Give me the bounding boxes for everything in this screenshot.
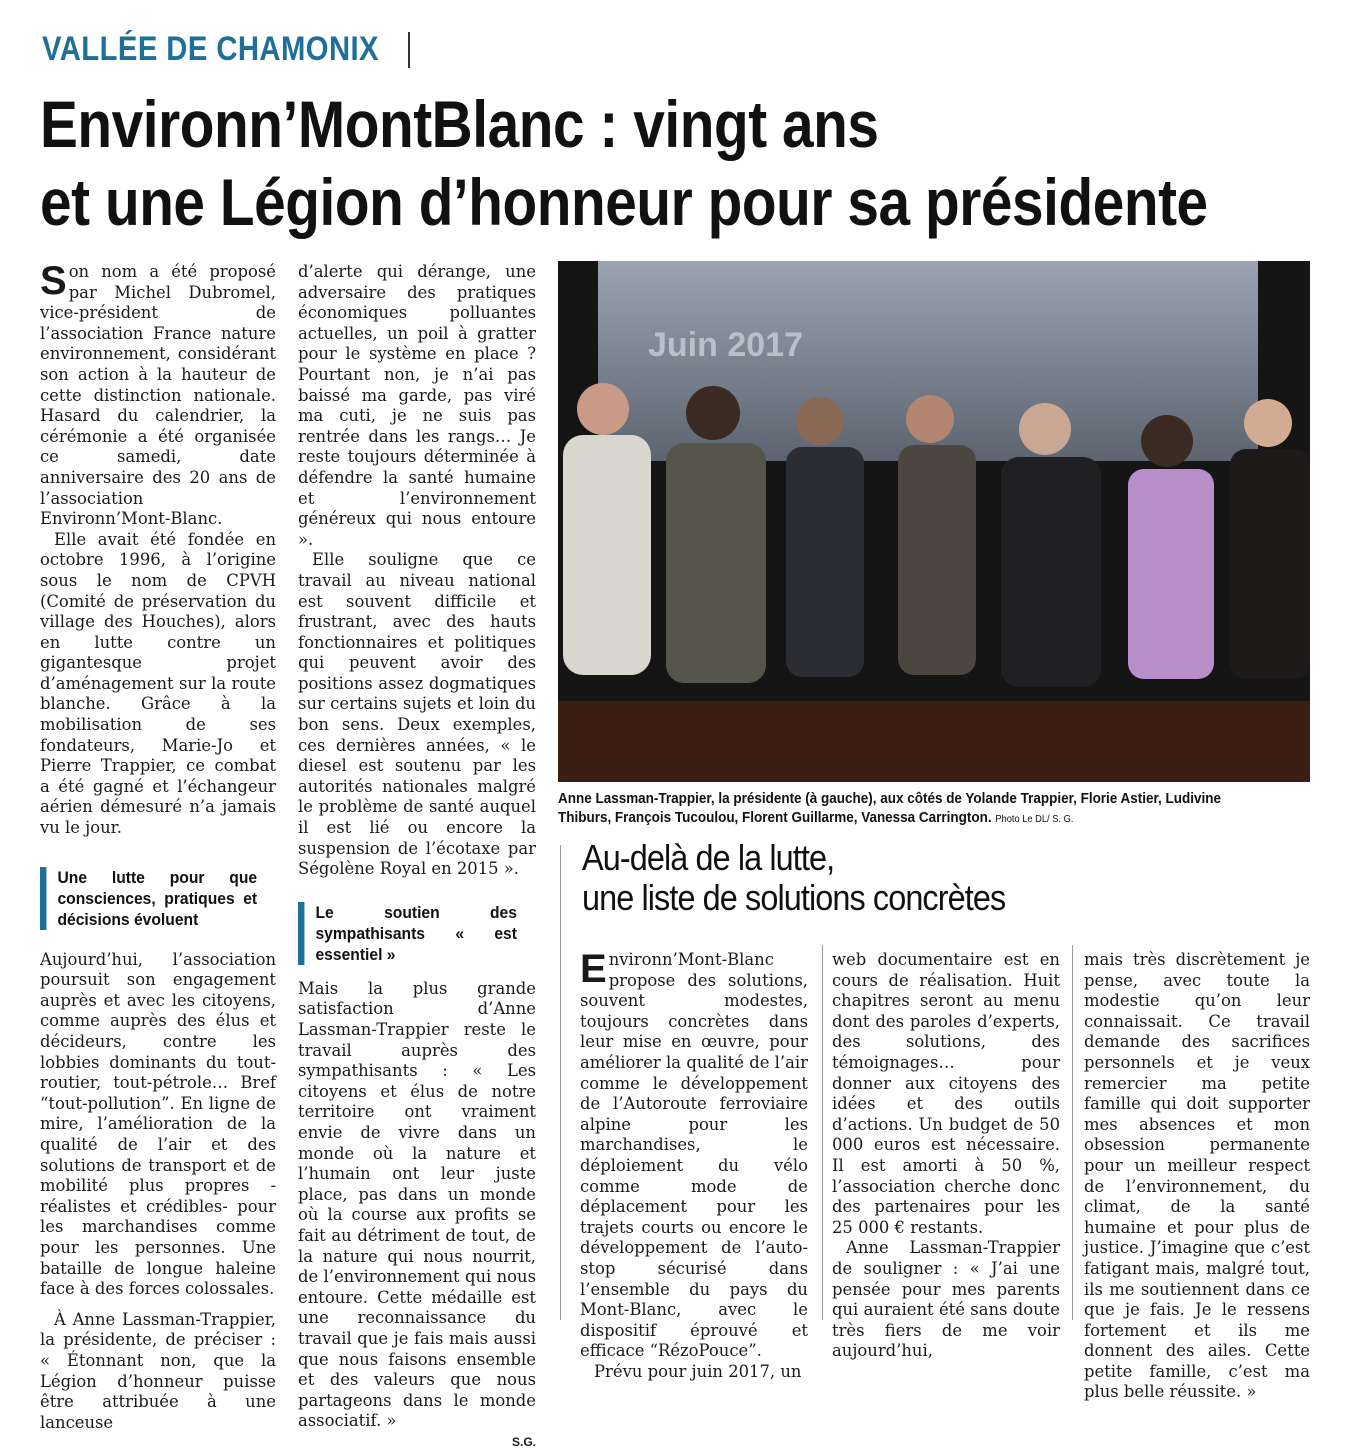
box-rule-left bbox=[560, 845, 561, 1320]
box-col2-text-b: Anne Lassman-Trappier de souligner : « J’ai une pensée pour mes parents qui auraient été sans doute très fiers de me voir aujourd’hui, bbox=[832, 1238, 1060, 1361]
box-col1-text: nvironn’Mont-Blanc propose des solutions, souvent modestes, toujours concrètes dans leur mise en œuvre, pour améliorer la qualité de l’air comme le développement de l’Autoroute ferroviaire alpine pour les marchandises, le déploiement du vélo comme mode de déplacement pour les trajets courts ou encore le développement de l’auto-stop sécurisé dans l’ensemble du pays du Mont-Blanc, avec le dispositif éprouvé et efficace “RézoPouce”. bbox=[580, 950, 808, 1361]
event-photo bbox=[558, 261, 1310, 782]
col2-paragraph-1: d’alerte qui dérange, une adversaire des pratiques économiques polluantes actuelles, un poil à gratter pour le système en place ? Pourtant non, je n’ai pas baissé ma garde, pas viré ma cuti, je ne suis pas rentrée dans les rangs… Je reste toujours déterminée à défendre la santé humaine et l’environnement généreux qui nous entoure ». bbox=[298, 262, 536, 549]
box-column-1 bbox=[580, 947, 808, 1382]
col1-paragraph-3: Aujourd’hui, l’association poursuit son engagement auprès et avec les citoyens, comme auprès des élus et décideurs, contre les lobbies dominants du tout-routier, tout-pétrole… Bref “tout-pollution”. En ligne de mire, l’amélioration de la qualité de l’air et des solutions de transport et de mobilité plus propres -réalistes et crédibles- pour les marchandises comme pour les personnes. Une bataille de longue haleine face à des forces colossales. bbox=[40, 949, 276, 1299]
photo-credit: Photo Le DL/ S. G. bbox=[995, 814, 1074, 825]
col2-paragraph-2: Elle souligne que ce travail au niveau national est souvent difficile et frustrant, avec des hauts fonctionnaires et politiques qui peuvent avoir des positions assez dogmatiques sur certains sujets et loin du bon sens. Deux exemples, ces dernières années, « le diesel est soutenu par les autorités nationales malgré le problème de santé auquel il est lié ou encore la suspension de l’écotaxe par Ségolène Royal en 2015 ». bbox=[298, 550, 536, 879]
col1-paragraph-1: on nom a été proposé par Michel Dubromel, vice-président de l’association France nature environnement, considérant son action à la hauteur de cette distinction nationale. Hasard du calendrier, la cérémonie a été organisée ce samedi, date anniversaire des 20 ans de l’association Environn’Mont-Blanc. bbox=[40, 262, 276, 529]
box-column-2 bbox=[832, 950, 1060, 1362]
box-col2-text: web documentaire est en cours de réalisation. Huit chapitres seront au menu dont des paroles d’experts, des solutions, des témoignages… pour donner aux citoyens des idées et des outils d’actions. Un budget de 50 000 euros est nécessaire. Il est amorti à 50 %, l’association cherche donc des partenaires pour les 25 000 € restants. bbox=[832, 950, 1060, 1237]
box-title-line-1: Au-delà de la lutte, bbox=[582, 837, 835, 878]
box-dropcap: E bbox=[580, 947, 607, 991]
kicker-divider bbox=[408, 32, 410, 68]
screen-text: Juin 2017 bbox=[648, 326, 803, 364]
article-column-2 bbox=[298, 262, 536, 1452]
intertitle-2: Le soutien des sympathisants « est essentiel » bbox=[298, 902, 517, 965]
box-rule-3 bbox=[1072, 945, 1073, 1320]
box-title-line-2: une liste de solutions concrètes bbox=[582, 877, 1006, 918]
headline-line-2: et une Légion d’honneur pour sa présidente bbox=[40, 165, 1208, 239]
box-column-3 bbox=[1084, 950, 1310, 1403]
photo-caption bbox=[558, 790, 1228, 829]
headline-line-1: Environn’MontBlanc : vingt ans bbox=[40, 87, 879, 161]
photo-illustration bbox=[558, 261, 1310, 782]
box-title bbox=[582, 838, 1005, 918]
section-kicker: VALLÉE DE CHAMONIX bbox=[42, 30, 379, 68]
intertitle-1: Une lutte pour que consciences, pratiques et décisions évoluent bbox=[40, 867, 257, 930]
col1-paragraph-2: Elle avait été fondée en octobre 1996, à l’origine sous le nom de CPVH (Comité de préservation du village des Houches), alors en lutte contre un gigantesque projet d’aménagement sur la route blanche. Grâce à la mobilisation de ses fondateurs, Marie-Jo et Pierre Trappier, ce combat a été gagné et l’échangeur aérien démesuré n’a jamais vu le jour. bbox=[40, 529, 276, 838]
article-column-1 bbox=[40, 259, 276, 1433]
author-signature: S.G. bbox=[511, 1434, 536, 1449]
caption-text: Anne Lassman-Trappier, la présidente (à gauche), aux côtés de Yolande Trappier, Florie Astier, Ludivine Thiburs, François Tucoulou, Florent Guillarme, Vanessa Carrington. bbox=[558, 791, 1221, 826]
box-rule-2 bbox=[822, 945, 823, 1320]
box-col1-text-b: Prévu pour juin 2017, un bbox=[594, 1361, 802, 1381]
box-col3-text: mais très discrètement je pense, avec toute la modestie qu’on leur connaissait. Ce travail demande des sacrifices personnels et je veux remercier ma petite famille qui doit supporter mes absences et mon obsession permanente pour un meilleur respect de l’environnement, du climat, de la santé humaine et pour plus de justice. J’imagine que c’est fatigant mais, malgré tout, ils me soutiennent dans ce que je fais. Je le ressens fortement et ils me donnent des ailes. Cette petite famille, c’est ma plus belle réussite. » bbox=[1084, 950, 1310, 1402]
col1-paragraph-4: À Anne Lassman-Trappier, la présidente, de préciser : « Étonnant non, que la Légion d’honneur puisse être attribuée à une lanceuse bbox=[40, 1309, 276, 1432]
col2-paragraph-3: Mais la plus grande satisfaction d’Anne Lassman-Trappier reste le travail auprès des sympathisants : « Les citoyens et élus de notre territoire ont vraiment envie de vivre dans un monde où la nature et l’humain ont leur juste place, pas dans un monde où la course aux profits se fait au détriment de tout, de la nature qui nous nourrit, de l’environnement qui nous entoure. Cette médaille est une reconnaissance du travail que je fais mais aussi que nous faisons ensemble et des valeurs que nous partageons dans le monde associatif. » bbox=[298, 978, 536, 1431]
dropcap: S bbox=[40, 259, 67, 303]
